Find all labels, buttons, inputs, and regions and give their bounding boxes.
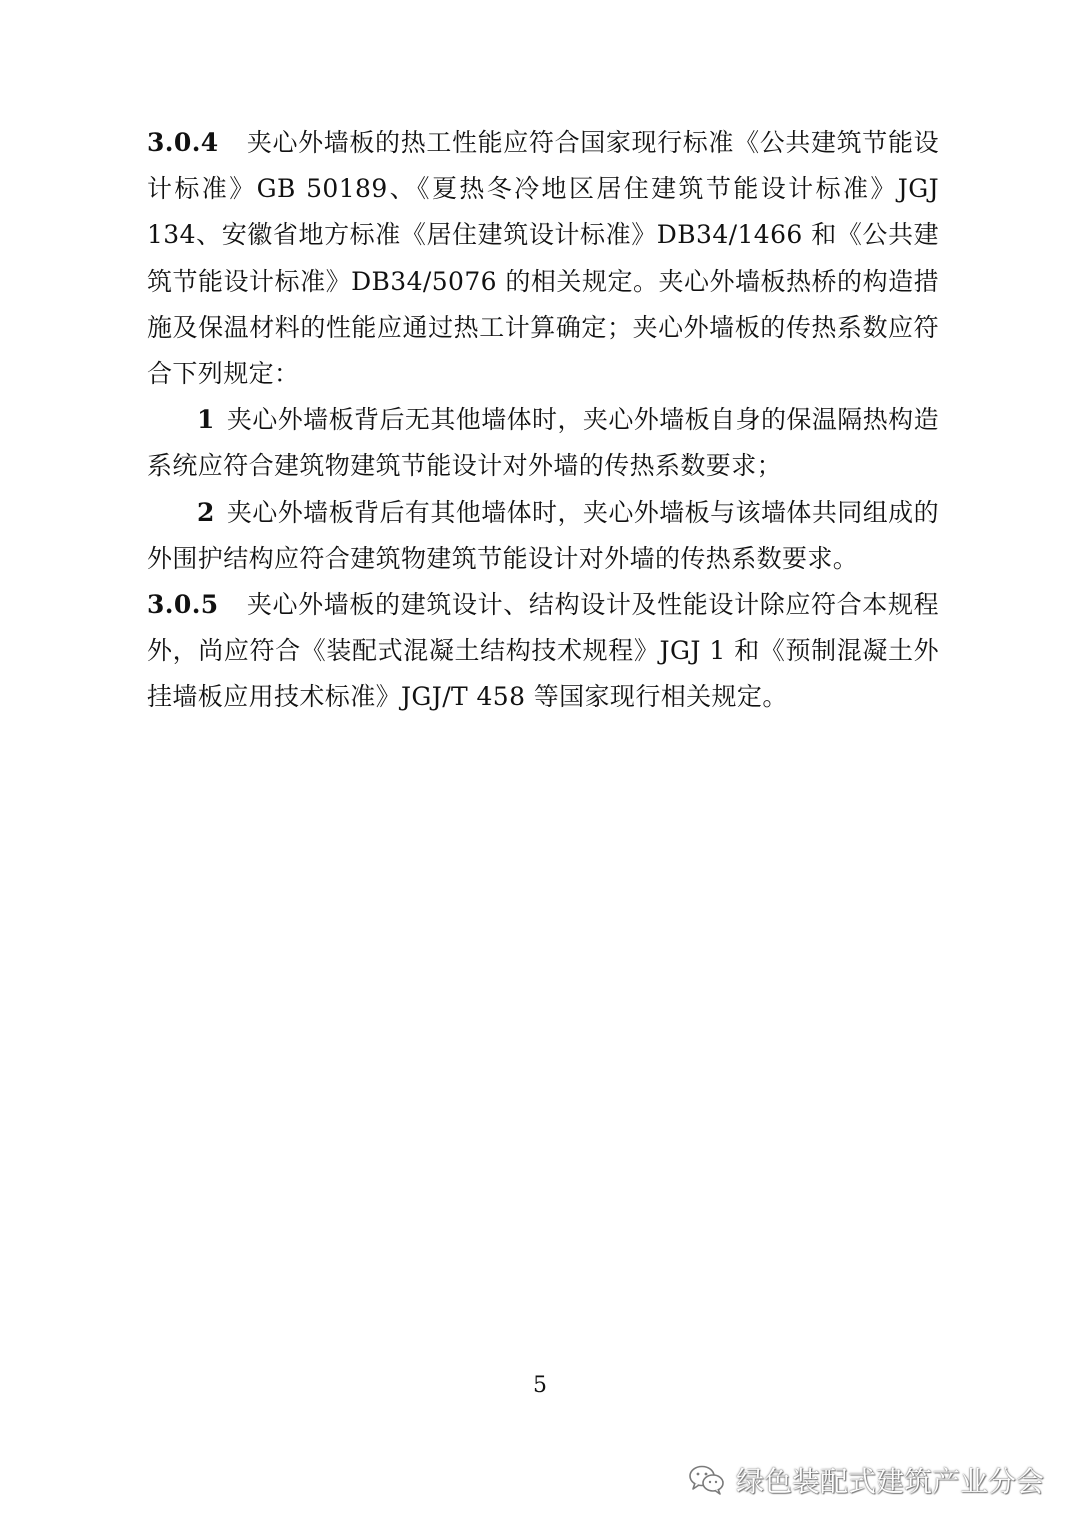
clause-3-0-4 xyxy=(147,120,939,397)
wechat-icon xyxy=(688,1464,726,1496)
item-number: 1 xyxy=(197,405,215,435)
clause-text: 夹心外墙板的热工性能应符合国家现行标准《公共建筑节能设计标准》GB 50189、《夏热冬冷地区居住建筑节能设计标准》JGJ 134、安徽省地方标准《居住建筑设计标准》DB34/1466 和《公共建筑节能设计标准》DB34/5076 的相关规定。夹心外墙板热桥的构造措施及保温材料的性能应通过热工计算确定；夹心外墙板的传热系数应符合下列规定： xyxy=(147,128,939,389)
watermark xyxy=(688,1460,1044,1500)
page-number: 5 xyxy=(533,1373,547,1398)
item-text: 夹心外墙板背后无其他墙体时，夹心外墙板自身的保温隔热构造系统应符合建筑物建筑节能设计对外墙的传热系数要求； xyxy=(147,405,939,481)
clause-3-0-5 xyxy=(147,582,939,721)
watermark-text: 绿色装配式建筑产业分会 xyxy=(735,1465,1044,1498)
clause-item-1 xyxy=(147,397,939,489)
clause-number: 3.0.4 xyxy=(147,128,219,157)
clause-number: 3.0.5 xyxy=(147,590,219,620)
item-text: 夹心外墙板背后有其他墙体时，夹心外墙板与该墙体共同组成的外围护结构应符合建筑物建筑节能设计对外墙的传热系数要求。 xyxy=(147,497,939,573)
body-text xyxy=(147,120,939,721)
item-number: 2 xyxy=(197,497,215,527)
clause-text: 夹心外墙板的建筑设计、结构设计及性能设计除应符合本规程外，尚应符合《装配式混凝土结构技术规程》JGJ 1 和《预制混凝土外挂墙板应用技术标准》JGJ/T 458 等国家现行相关规定。 xyxy=(147,590,939,712)
clause-item-2 xyxy=(147,490,939,582)
